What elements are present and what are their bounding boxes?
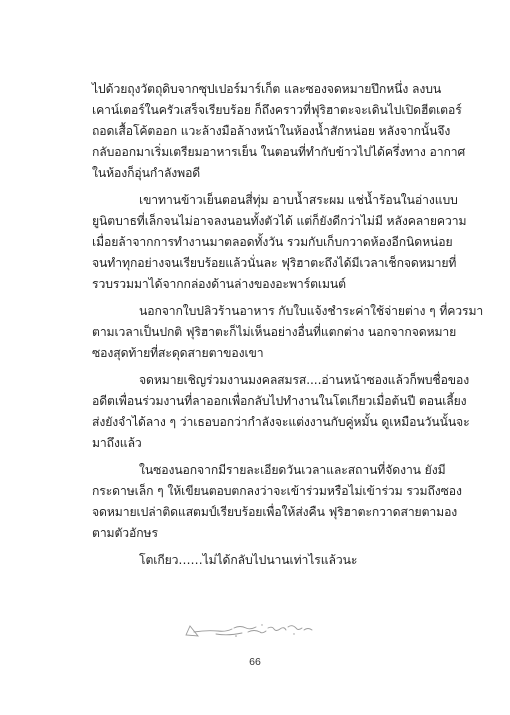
- paragraph-2: [92, 190, 467, 295]
- paragraph-4: [92, 370, 470, 454]
- text-line: เคาน์เตอร์ในครัวเสร็จเรียบร้อย ก็ถึงคราวที่ฟุริฮาตะจะเดินไปเปิดฮีตเตอร์: [92, 103, 462, 117]
- body-text: [92, 79, 484, 577]
- text-line: กลับออกมาเริ่มเตรียมอาหารเย็น ในตอนที่ทำกับข้าวไปได้ครึ่งทาง อากาศ: [92, 145, 466, 159]
- text-line: ตามตัวอักษร: [92, 526, 158, 540]
- text-line: ถอดเสื้อโค้ตออก แวะล้างมือล้างหน้าในห้องน้ำสักหน่อย หลังจากนั้นจึง: [92, 124, 451, 138]
- text-line: เขาทานข้าวเย็นตอนสี่ทุ่ม อาบน้ำสระผม แช่น้ำร้อนในอ่างแบบ: [139, 193, 458, 207]
- paragraph-5: [92, 460, 462, 544]
- text-line: ในห้องก็อุ่นกำลังพอดี: [92, 166, 201, 180]
- text-line: โตเกียว……ไม่ได้กลับไปนานเท่าไรแล้วนะ: [139, 553, 358, 567]
- paragraph-1: [92, 79, 466, 184]
- text-line: ซองสุดท้ายที่สะดุดสายตาของเขา: [92, 346, 264, 360]
- text-line: ในซองนอกจากมีรายละเอียดวันเวลาและสถานที่จัดงาน ยังมี: [139, 463, 446, 477]
- text-line: ส่งยังจำได้ลาง ๆ ว่าเธอบอกว่ากำลังจะแต่งงานกับคู่หมั้น ดูเหมือนวันนั้นจะ: [92, 415, 470, 429]
- text-line: จดหมายเปล่าติดแสตมป์เรียบร้อยเพื่อให้ส่งคืน ฟุริฮาตะกวาดสายตามอง: [92, 505, 458, 519]
- paragraph-6: [92, 550, 428, 571]
- decorative-doodle-icon: [176, 616, 326, 642]
- paragraph-3: [92, 301, 484, 364]
- text-line: ตามเวลาเป็นปกติ ฟุริฮาตะก็ไม่เห็นอย่างอื่นที่แตกต่าง นอกจากจดหมาย: [92, 325, 457, 339]
- text-line: ไปด้วยถุงวัตถุดิบจากซุปเปอร์มาร์เก็ต และซองจดหมายปึกหนึ่ง ลงบน: [92, 82, 442, 96]
- text-line: มาถึงแล้ว: [92, 436, 142, 450]
- text-line: จนทำทุกอย่างจนเรียบร้อยแล้วนั่นละ ฟุริฮาตะถึงได้มีเวลาเช็กจดหมายที่: [92, 256, 457, 270]
- text-line: เมื่อยล้าจากการทำงานมาตลอดทั้งวัน รวมกับเก็บกวาดห้องอีกนิดหน่อย: [92, 235, 453, 249]
- page-number: 66: [249, 656, 261, 668]
- text-line: อดีตเพื่อนร่วมงานที่ลาออกเพื่อกลับไปทำงานในโตเกียวเมื่อต้นปี ตอนเลี้ยง: [92, 394, 467, 408]
- text-line: กระดาษเล็ก ๆ ให้เขียนตอบตกลงว่าจะเข้าร่วมหรือไม่เข้าร่วม รวมถึงซอง: [92, 484, 462, 498]
- text-line: รวบรวมมาได้จากกล่องด้านล่างของอะพาร์ตเมนต์: [92, 277, 346, 291]
- text-line: จดหมายเชิญร่วมงานมงคลสมรส....อ่านหน้าซองแล้วก็พบชื่อของ: [139, 373, 470, 387]
- text-line: นอกจากใบปลิวร้านอาหาร กับใบแจ้งชำระค่าใช้จ่ายต่าง ๆ ที่ควรมา: [139, 304, 484, 318]
- text-line: ยูนิตบาธที่เล็กจนไม่อาจลงนอนทั้งตัวได้ แต่ก็ยังดีกว่าไม่มี หลังคลายความ: [92, 214, 467, 228]
